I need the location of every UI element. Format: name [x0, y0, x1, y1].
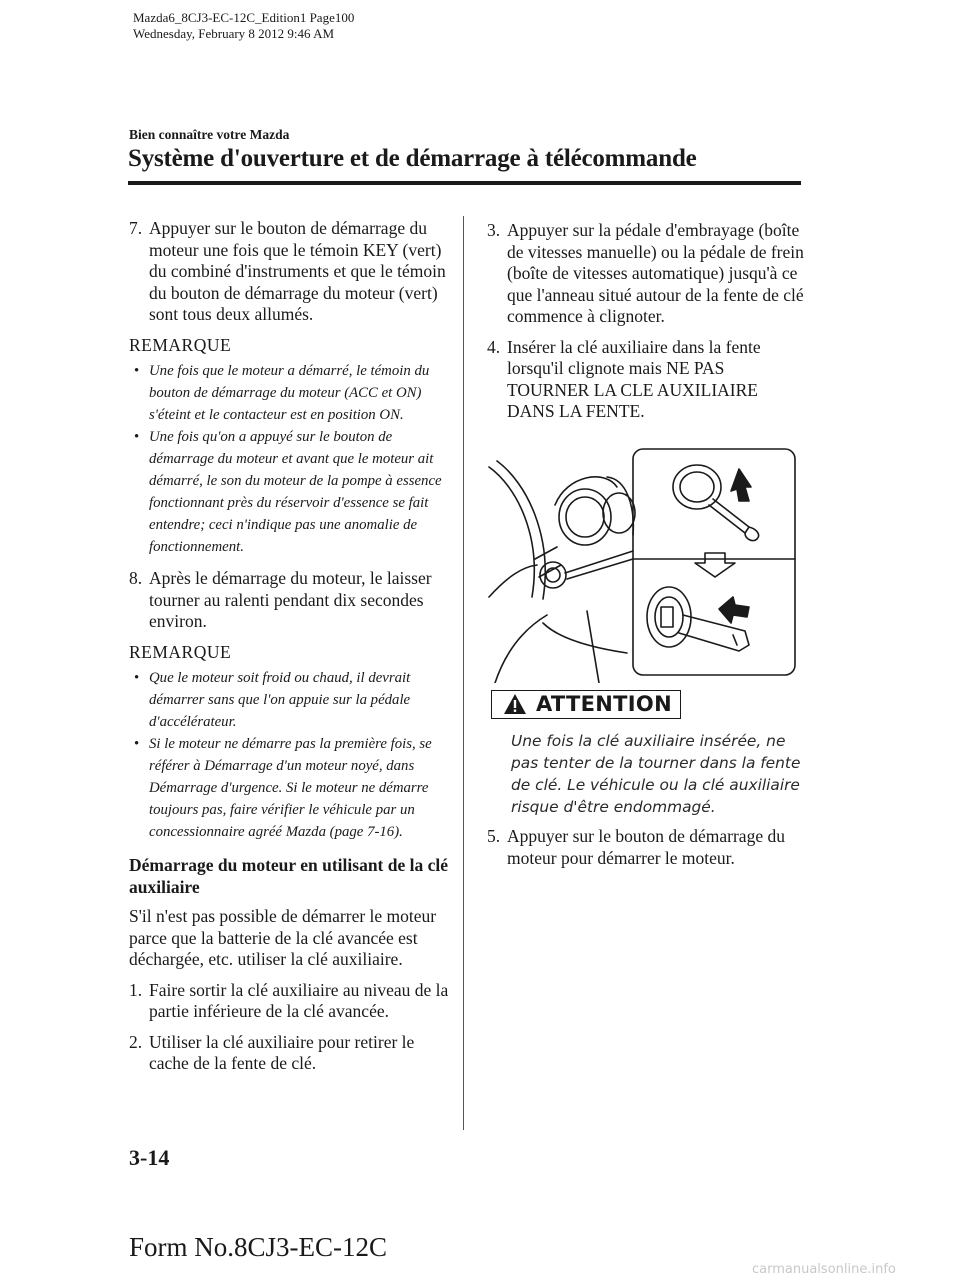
print-meta [133, 10, 354, 42]
note-item: • Une fois qu'on a appuyé sur le bouton de démarrage du moteur et avant que le moteur ait démarré, le son du moteur de la pompe à essence fonctionnant près du réservoir d'essence se fait entendre; ceci n'indique pas une anomalie de fonctionnement. [129, 426, 454, 558]
note-list [129, 360, 454, 558]
attention-text: Une fois la clé auxiliaire insérée, ne pas tenter de la tourner dans la fente de clé. Le véhicule ou la clé auxiliaire risque d'être endommagé. [511, 732, 801, 816]
right-column-lower [487, 826, 805, 878]
key-slot-illustration [487, 447, 798, 683]
step-8: 8. Après le démarrage du moteur, le laisser tourner au ralenti pendant dix secondes environ. [129, 568, 432, 631]
step-3: 3. Appuyer sur la pédale d'embrayage (boîte de vitesses manuelle) ou la pédale de frein (boîte de vitesses automatique) jusqu'à ce que l'anneau situé autour de la fente de clé commence à clignoter. [487, 220, 804, 326]
page-title: Système d'ouverture et de démarrage à télécommande [128, 145, 697, 172]
note-item: • Que le moteur soit froid ou chaud, il devrait démarrer sans que l'on appuie sur la pédale d'accélérateur. [129, 667, 454, 733]
step-5: 5. Appuyer sur le bouton de démarrage du moteur pour démarrer le moteur. [487, 826, 785, 868]
step-1: 1. Faire sortir la clé auxiliaire au niveau de la partie inférieure de la clé avancée. [129, 979, 449, 1021]
subheading: Démarrage du moteur en utilisant de la clé auxiliaire [129, 855, 449, 897]
step-7: 7. Appuyer sur le bouton de démarrage du moteur une fois que le témoin KEY (vert) du combiné d'instruments et que le témoin du bouton de démarrage du moteur (vert) sont tous deux allumés. [129, 218, 446, 324]
print-meta-line2: Wednesday, February 8 2012 9:46 AM [133, 26, 335, 41]
note-item: • Si le moteur ne démarre pas la première fois, se référer à Démarrage d'un moteur noyé, dans Démarrage d'urgence. Si le moteur ne démarre toujours pas, faire vérifier le véhicule par un concessionnaire agréé Mazda (page 7-16). [129, 733, 454, 843]
intro-paragraph: S'il n'est pas possible de démarrer le moteur parce que la batterie de la clé avancée est déchargée, etc. utiliser la clé auxiliaire. [129, 906, 437, 969]
page-number: 3-14 [129, 1145, 170, 1170]
left-column [129, 218, 454, 1084]
warning-triangle-icon [503, 693, 527, 715]
note-item: • Une fois que le moteur a démarré, le témoin du bouton de démarrage du moteur (ACC et ON) s'éteint et le contacteur est en position ON. [129, 360, 454, 426]
column-divider [463, 216, 464, 1130]
watermark: carmanualsonline.info [752, 1262, 896, 1277]
title-rule [128, 181, 801, 185]
note-heading: REMARQUE [129, 641, 232, 662]
note-list [129, 667, 454, 843]
form-number: Form No.8CJ3-EC-12C [129, 1232, 388, 1262]
step-2: 2. Utiliser la clé auxiliaire pour retirer le cache de la fente de clé. [129, 1031, 415, 1073]
attention-label: ATTENTION [536, 692, 672, 716]
step-4: 4. Insérer la clé auxiliaire dans la fente lorsqu'il clignote mais NE PAS TOURNER LA CLE AUXILIAIRE DANS LA FENTE. [487, 336, 761, 421]
note-heading: REMARQUE [129, 334, 232, 355]
right-column [487, 220, 805, 432]
print-meta-line1: Mazda6_8CJ3-EC-12C_Edition1 Page100 [133, 10, 355, 25]
section-heading: Bien connaître votre Mazda [129, 127, 290, 142]
